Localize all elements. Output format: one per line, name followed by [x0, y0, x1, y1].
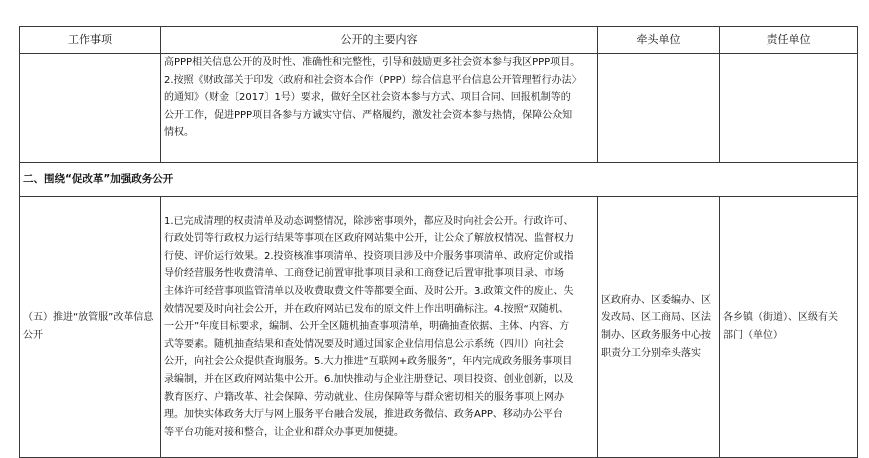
content-line: 一公开”年度目标要求，编制、公开全区随机抽查事项清单，明确抽查依据、主体、内容、方 [164, 321, 570, 333]
item5-responsible-unit-cell [720, 197, 858, 458]
content-line: 行政处罚等行政权力运行结果等事项在区政府网站集中公开，让公众了解放权情况、监督权力 [164, 233, 574, 245]
content-line: 录编制，并在区政府网站集中公开。6.加快推动与企业注册登记、项目投资、创业创新，以及 [164, 373, 574, 385]
item5-title-cell: （五）推进“放管服”改革信息公开 [20, 197, 161, 458]
lead-unit-line: 职责分工分别牵头落实 [601, 347, 701, 359]
content-line: 公开工作，促进PPP项目各参与方诚实守信、严格履约，激发社会资本参与热情，保障公众知 [164, 109, 573, 121]
content-line: 教育医疗、户籍改革、社会保障、劳动就业、住房保障等与群众密切相关的服务事项上网办 [164, 391, 564, 403]
content-line: 主体许可经营事项监管清单以及收费取费文件等都要全面、及时公开。3.政策文件的废止、失 [164, 286, 574, 298]
disclosure-table [19, 26, 858, 458]
table-row-continued [20, 54, 858, 163]
continued-content-cell [161, 54, 598, 163]
item5-lead-unit-cell [598, 197, 720, 458]
continued-lead-unit-cell [598, 54, 720, 163]
content-line: 情权。 [164, 127, 194, 139]
header-lead-unit: 牵头单位 [598, 27, 720, 54]
content-line: 等平台功能对接和整合，让企业和群众办事更加便捷。 [164, 426, 404, 438]
lead-unit-line: 制办、区政务服务中心按 [601, 330, 711, 341]
content-line: 式等要素。随机抽查结果和查处情况要及时通过国家企业信用信息公示系统（四川）向社会 [164, 338, 564, 350]
item5-content-cell [161, 197, 598, 458]
content-line: 2.按照《财政部关于印发〈政府和社会资本合作（PPP）综合信息平台信息公开管理暂行办法〉 [164, 74, 582, 86]
section-header-row [20, 163, 858, 197]
responsible-unit-line: 部门（单位） [723, 330, 783, 341]
content-line: 1.已完成清理的权责清单及动态调整情况，除涉密事项外，都应及时向社会公开。行政许可、 [164, 215, 574, 227]
lead-unit-line: 发改局、区工商局、区法 [601, 312, 711, 324]
content-line: 高PPP相关信息公开的及时性、准确性和完整性，引导和鼓励更多社会资本参与我区PPP项目。 [164, 57, 581, 68]
header-main-content: 公开的主要内容 [161, 27, 598, 54]
continued-responsible-unit-cell [720, 54, 858, 163]
content-line: 的通知》（财金〔2017〕1号）要求，做好全区社会资本参与方式、项目合同、回报机制等的 [164, 92, 571, 104]
header-work-item: 工作事项 [20, 27, 161, 54]
responsible-unit-line: 各乡镇（街道）、区级有关 [723, 312, 838, 324]
content-line: 行使、评价运行效果。2.投资核准事项清单、投资项目涉及中介服务事项清单、政府定价或指 [164, 250, 574, 262]
content-line: 导价经营服务性收费清单、工商登记前置审批事项目录和工商登记后置审批事项目录、市场 [164, 268, 564, 280]
content-line: 理。加快实体政务大厅与网上服务平台融合发展，推进政务微信、政务APP、移动办公平台 [164, 409, 563, 421]
table-row-item5 [20, 197, 858, 458]
content-line: 效情况要及时向社会公开，并在政府网站已发布的原文件上作出明确标注。4.按照“双随机、 [164, 303, 569, 315]
table-header-row [20, 27, 858, 54]
continued-work-item-cell [20, 54, 161, 163]
lead-unit-line: 区政府办、区委编办、区 [601, 294, 711, 306]
section-title: 二、围绕“促改革”加强政务公开 [20, 163, 858, 197]
header-responsible-unit: 责任单位 [720, 27, 858, 54]
content-line: 公开，向社会公众提供查询服务。5.大力推进“互联网+政务服务”，年内完成政务服务事项目 [164, 356, 573, 368]
